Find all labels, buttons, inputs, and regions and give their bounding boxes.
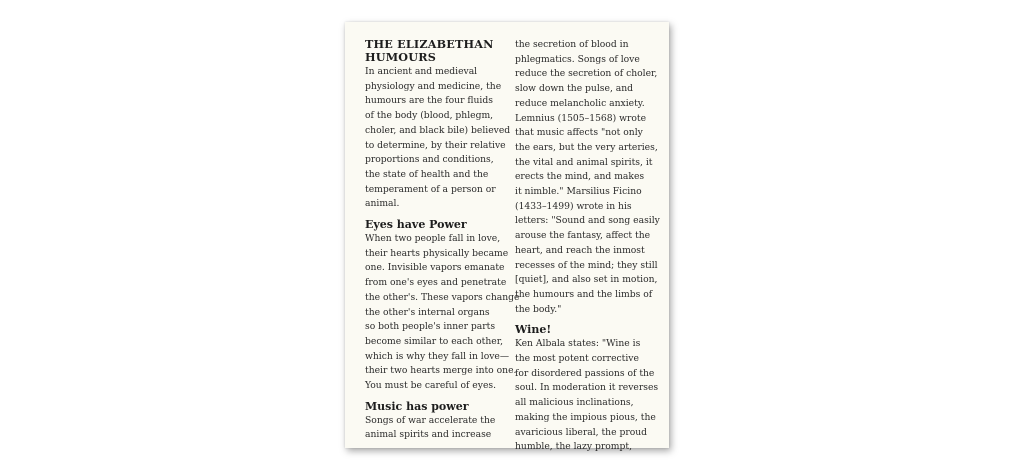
intro-paragraph	[365, 65, 511, 212]
text-line: all malicious inclinations,	[515, 397, 634, 409]
text-line: the state of health and the	[365, 168, 489, 180]
text-line: erects the mind, and makes	[515, 171, 645, 183]
text-line: soul. In moderation it reverses	[515, 382, 659, 394]
text-line: Lemnius (1505–1568) wrote	[515, 112, 647, 124]
wine-heading: Wine!	[515, 323, 552, 337]
text-line: letters: "Sound and song easily	[515, 215, 660, 227]
text-line: so both people's inner parts	[365, 321, 496, 333]
text-line: that music affects "not only	[515, 127, 643, 139]
eyes-heading: Eyes have Power	[365, 218, 467, 232]
text-line: (1433–1499) wrote in his	[515, 200, 632, 212]
text-line: reduce melancholic anxiety.	[515, 97, 645, 109]
music-continued-paragraph	[515, 38, 661, 317]
text-line: avaricious liberal, the proud	[515, 426, 648, 438]
text-line: physiology and medicine, the	[365, 80, 502, 92]
title-line: THE ELIZABETHAN	[365, 37, 494, 51]
right-column	[515, 38, 661, 455]
text-line: the other's. These vapors change	[365, 291, 520, 303]
text-line: phlegmatics. Songs of love	[515, 53, 640, 65]
text-line: choler, and black bile) believed	[365, 124, 511, 136]
left-column	[365, 36, 520, 443]
text-line: from one's eyes and penetrate	[365, 277, 507, 289]
text-line: the most potent corrective	[515, 353, 639, 365]
wine-paragraph	[515, 337, 661, 455]
text-line: In ancient and medieval	[365, 66, 478, 77]
text-line: humours are the four fluids	[365, 95, 493, 107]
text-line: proportions and conditions,	[365, 154, 494, 166]
music-paragraph	[365, 414, 511, 443]
text-line: it nimble." Marsilius Ficino	[515, 186, 642, 198]
text-line: animal.	[365, 198, 400, 210]
text-line: the other's internal organs	[365, 306, 490, 318]
music-heading: Music has power	[365, 399, 469, 413]
text-line: to determine, by their relative	[365, 139, 506, 151]
text-line: You must be careful of eyes.	[365, 380, 497, 392]
text-line: of the body (blood, phlegm,	[365, 110, 494, 122]
text-line: the ears, but the very arteries,	[515, 141, 658, 153]
text-line: the secretion of blood in	[515, 39, 629, 50]
text-line: slow down the pulse, and	[515, 83, 634, 95]
text-line: Ken Albala states: "Wine is	[515, 338, 641, 350]
text-line: animal spirits and increase	[365, 429, 492, 441]
text-line: temperament of a person or	[365, 183, 496, 195]
text-line: which is why they fall in love—	[365, 350, 510, 362]
text-line: for disordered passions of the	[515, 367, 655, 379]
text-line: the body."	[515, 303, 562, 315]
text-line: become similar to each other,	[365, 335, 504, 347]
document-page	[345, 22, 669, 453]
text-line: When two people fall in love,	[365, 233, 501, 245]
text-line: making the impious pious, the	[515, 411, 656, 423]
text-line: humble, the lazy prompt,	[515, 441, 632, 453]
text-line: reduce the secretion of choler,	[515, 68, 658, 80]
text-line: one. Invisible vapors emanate	[365, 262, 505, 274]
text-line: their hearts physically became	[365, 247, 509, 259]
text-line: recesses of the mind; they still	[515, 259, 658, 271]
eyes-paragraph	[365, 232, 520, 394]
title-line: HUMOURS	[365, 50, 436, 64]
text-line: [quiet], and also set in motion,	[515, 274, 658, 286]
page-title	[365, 38, 511, 64]
text-line: heart, and reach the inmost	[515, 244, 645, 256]
text-line: arouse the fantasy, affect the	[515, 230, 651, 242]
text-line: their two hearts merge into one.	[365, 365, 517, 377]
text-line: the vital and animal spirits, it	[515, 156, 653, 168]
text-line: the humours and the limbs of	[515, 288, 653, 300]
text-line: Songs of war accelerate the	[365, 414, 496, 426]
